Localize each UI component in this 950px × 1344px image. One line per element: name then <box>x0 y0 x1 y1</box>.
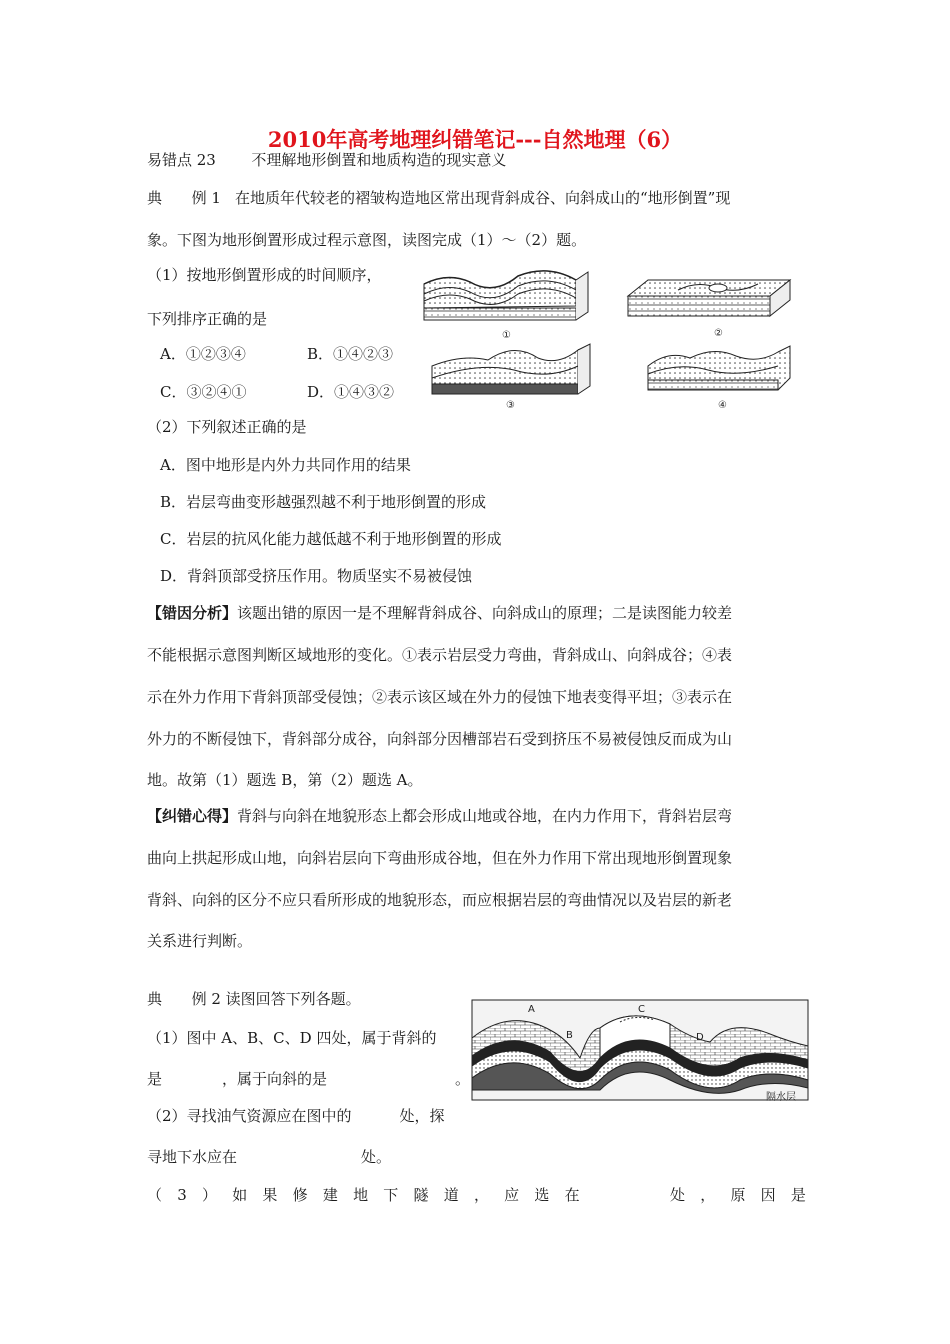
q3-char: 因 <box>760 1186 776 1204</box>
q3-char: ） <box>201 1186 217 1204</box>
example2-q1-line1: （1）图中 A、B、C、D 四处，属于背斜的 <box>147 1029 437 1047</box>
q3-char: 建 <box>322 1186 338 1204</box>
q3-char: 是 <box>790 1186 806 1204</box>
q3-char: 选 <box>534 1186 550 1204</box>
q3-char: 应 <box>504 1186 520 1204</box>
example2-q2-line1 <box>147 1106 445 1126</box>
q3-char: 地 <box>353 1186 369 1204</box>
example2-heading <box>147 989 361 1009</box>
block-label-3: ③ <box>506 400 515 411</box>
block-label-4: ④ <box>718 400 727 411</box>
insight-tag: 【纠错心得】 <box>147 807 238 825</box>
q3-char: 原 <box>730 1186 746 1204</box>
point-d-label: D <box>696 1032 704 1043</box>
example1-label-b: 例 1 <box>191 189 221 207</box>
example1-q1-line1: （1）按地形倒置形成的时间顺序， <box>147 266 382 284</box>
analysis-line-2: 不能根据示意图判断区域地形的变化。①表示岩层受力弯曲，背斜成山、向斜成谷；④表 <box>147 646 733 664</box>
analysis-line-3: 示在外力作用下背斜顶部受侵蚀；②表示该区域在外力的侵蚀下地表变得平坦；③表示在 <box>147 688 733 706</box>
example1-label-a: 典 <box>147 189 163 207</box>
q3-char: ， <box>473 1186 489 1204</box>
block-diagram-2 <box>628 280 790 339</box>
analysis-line-1 <box>147 603 732 623</box>
analysis-tag: 【错因分析】 <box>147 604 238 622</box>
block-diagram-3 <box>432 344 590 411</box>
example1-intro-2: 象。下图为地形倒置形成过程示意图，读图完成（1）～（2）题。 <box>147 231 587 249</box>
analysis-line-4: 外力的不断侵蚀下，背斜部分成谷，向斜部分因槽部岩石受到挤压不易被侵蚀反而成为山 <box>147 730 733 748</box>
example2-q2-suffix: 处，探 <box>399 1107 445 1125</box>
example2-q1-prefix: 是 <box>147 1070 163 1088</box>
q3-char: 在 <box>564 1186 580 1204</box>
block-diagram-4 <box>648 346 790 411</box>
example2-intro: 读图回答下列各题。 <box>225 990 361 1008</box>
q3-char: 隧 <box>413 1186 429 1204</box>
example1-q2-option-a: A．图中地形是内外力共同作用的结果 <box>160 456 411 474</box>
example1-q1-line2: 下列排序正确的是 <box>147 310 268 328</box>
analysis-text-1: 该题出错的原因一是不理解背斜成谷、向斜成山的原理；二是读图能力较差 <box>237 604 733 622</box>
point-a-label: A <box>528 1004 535 1015</box>
q3-char: 如 <box>232 1186 248 1204</box>
example1-label <box>147 188 221 208</box>
analysis-line-5: 地。故第（1）题选 B，第（2）题选 A。 <box>147 771 423 789</box>
answer-blank-tunnel[interactable] <box>595 1185 655 1205</box>
q3-char: 修 <box>292 1186 308 1204</box>
landform-inversion-figure <box>418 266 813 411</box>
example2-q2-line2 <box>147 1147 391 1167</box>
block-label-1: ① <box>502 330 511 341</box>
insight-line-4: 关系进行判断。 <box>147 932 253 950</box>
q3-char: （ <box>147 1186 163 1204</box>
q3-char: 处 <box>670 1186 686 1204</box>
q3-char: 下 <box>383 1186 399 1204</box>
example2-q1-mid: ，属于向斜的是 <box>222 1070 328 1088</box>
example2-q3-line <box>147 1185 806 1205</box>
page-title: 2010年高考地理纠错笔记---自然地理（6） <box>267 127 683 152</box>
example1-option-b: B．①④②③ <box>307 345 394 363</box>
q3-char: 3 <box>177 1186 187 1204</box>
example2-q2b-prefix: 寻地下水应在 <box>147 1148 238 1166</box>
example2-label-b: 例 2 <box>191 990 221 1008</box>
q3-char: ， <box>700 1186 716 1204</box>
example1-q2-option-c: C．岩层的抗风化能力越低越不利于地形倒置的形成 <box>160 530 502 548</box>
q3-char: 道 <box>443 1186 459 1204</box>
example2-label-a: 典 <box>147 990 163 1008</box>
point-b-label: B <box>566 1030 573 1041</box>
error-point-heading <box>147 150 506 170</box>
example1-option-a: A．①②③④ <box>160 345 246 363</box>
q3-char: 果 <box>262 1186 278 1204</box>
insight-text-1: 背斜与向斜在地貌形态上都会形成山地或谷地，在内力作用下，背斜岩层弯 <box>237 807 733 825</box>
block-label-2: ② <box>714 328 723 339</box>
example1-q2: （2）下列叙述正确的是 <box>147 418 307 436</box>
example1-option-d: D．①④③② <box>307 383 395 401</box>
example2-q1-end: 。 <box>455 1070 471 1088</box>
example1-option-c: C．③②④① <box>160 383 247 401</box>
error-point-text: 不理解地形倒置和地质构造的现实意义 <box>251 151 507 169</box>
point-c-label: C <box>638 1004 645 1015</box>
example2-q1-line2 <box>147 1069 470 1089</box>
fold-structure-figure <box>470 998 812 1108</box>
example1-q2-option-d: D．背斜顶部受挤压作用。物质坚实不易被侵蚀 <box>160 567 473 585</box>
example1-intro-1: 在地质年代较老的褶皱构造地区常出现背斜成谷、向斜成山的“地形倒置”现 <box>235 189 731 207</box>
insight-line-3: 背斜、向斜的区分不应只看所形成的地貌形态，而应根据岩层的弯曲情况以及岩层的新老 <box>147 891 733 909</box>
example2-q2-prefix: （2）寻找油气资源应在图中的 <box>147 1107 352 1125</box>
insight-line-2: 曲向上拱起形成山地，向斜岩层向下弯曲形成谷地，但在外力作用下常出现地形倒置现象 <box>147 849 733 867</box>
error-point-label: 易错点 23 <box>147 151 216 169</box>
aquiclude-label: 隔水层 <box>766 1092 796 1103</box>
insight-line-1 <box>147 806 732 826</box>
example2-q2b-suffix: 处。 <box>361 1148 392 1166</box>
block-diagram-1 <box>424 271 588 341</box>
example1-q2-option-b: B．岩层弯曲变形越强烈越不利于地形倒置的形成 <box>160 493 487 511</box>
